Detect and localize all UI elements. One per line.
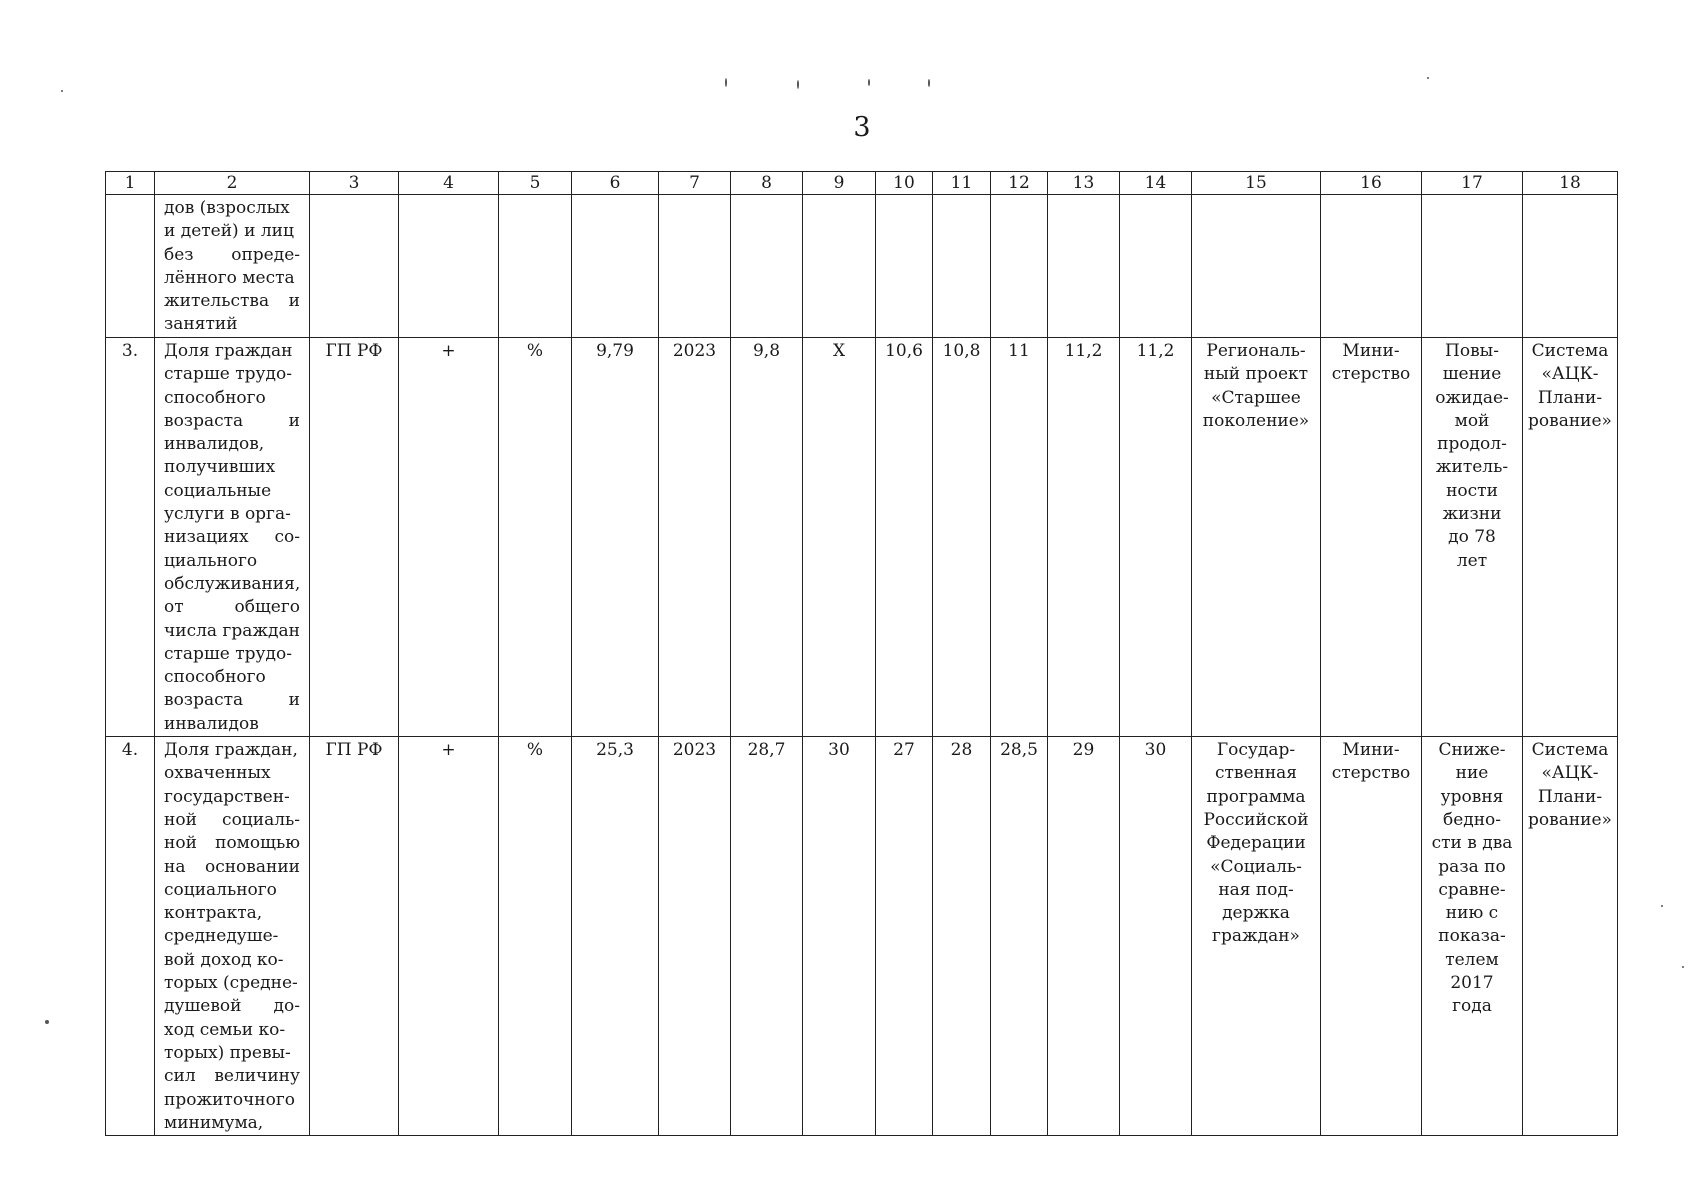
table-cell: 28	[933, 737, 991, 1136]
cell-text-line: контракта,	[164, 903, 263, 924]
table-cell: 2023	[659, 737, 731, 1136]
column-header: 17	[1422, 172, 1523, 195]
table-cell: +	[399, 737, 499, 1136]
cell-text-line: без опреде-	[164, 244, 300, 265]
cell-text-line: «Социаль-	[1210, 856, 1302, 877]
cell-text-line: сил величину	[164, 1066, 300, 1087]
cell-text-line: сравне-	[1438, 879, 1506, 900]
table-row	[106, 737, 1618, 1136]
cell-text-line: ход семьи ко-	[164, 1019, 286, 1040]
table-cell: 2023	[659, 338, 731, 737]
cell-text-line: и детей) и лиц	[164, 221, 294, 242]
table-cell: 28,7	[731, 737, 803, 1136]
scan-speck	[45, 1020, 49, 1024]
column-header: 1	[106, 172, 155, 195]
column-header: 8	[731, 172, 803, 195]
cell-text-line: нию с	[1445, 903, 1499, 924]
cell-text-line: способного	[164, 667, 266, 688]
table-cell	[310, 195, 399, 338]
cell-text-line: 2017	[1450, 973, 1494, 994]
cell-text-line: Мини-	[1342, 740, 1400, 761]
scan-speck	[1427, 77, 1429, 79]
column-header: 2	[155, 172, 310, 195]
cell-text-line: жительства и	[164, 291, 300, 312]
table-cell	[1048, 195, 1120, 338]
cell-text-line: граждан»	[1212, 926, 1300, 947]
table-cell: +	[399, 338, 499, 737]
cell-text-line: числа граждан	[164, 620, 300, 641]
cell-text-line: душевой до-	[164, 996, 300, 1017]
table-cell	[1523, 737, 1618, 1136]
table-cell: 10,6	[876, 338, 933, 737]
table-cell	[1321, 195, 1422, 338]
cell-text-line: жизни	[1442, 504, 1502, 525]
cell-text-line: Федерации	[1206, 833, 1306, 854]
table-cell: 30	[803, 737, 876, 1136]
column-header: 4	[399, 172, 499, 195]
table-cell	[1321, 338, 1422, 737]
table-cell	[1422, 737, 1523, 1136]
table-cell: ГП РФ	[310, 737, 399, 1136]
table-cell	[572, 195, 659, 338]
table-cell: 27	[876, 737, 933, 1136]
cell-text-line: лённого места	[164, 267, 295, 288]
column-header: 6	[572, 172, 659, 195]
table-cell	[1523, 338, 1618, 737]
table-cell: ГП РФ	[310, 338, 399, 737]
column-header: 11	[933, 172, 991, 195]
cell-text-line: уровня	[1440, 786, 1504, 807]
cell-text-line: от общего	[164, 597, 300, 618]
table-cell	[803, 195, 876, 338]
cell-text-line: поколение»	[1202, 410, 1310, 431]
cell-text-line: получивших	[164, 457, 276, 478]
cell-text-line: торых) превы-	[164, 1042, 291, 1063]
scan-speck	[928, 79, 930, 87]
cell-text-line: возраста и	[164, 690, 300, 711]
indicator-name-cell	[155, 338, 310, 737]
cell-text-line: торых (средне-	[164, 973, 298, 994]
cell-text-line: инвалидов,	[164, 434, 265, 455]
column-header: 5	[499, 172, 572, 195]
table-cell	[106, 195, 155, 338]
cell-text-line: Плани-	[1537, 387, 1603, 408]
table-cell: 9,79	[572, 338, 659, 737]
cell-text-line: держка	[1222, 903, 1290, 924]
column-header: 3	[310, 172, 399, 195]
cell-text-line: Система	[1531, 341, 1609, 361]
cell-text-line: возраста и	[164, 410, 300, 431]
cell-text-line: ние	[1455, 763, 1489, 784]
column-header: 9	[803, 172, 876, 195]
column-header: 13	[1048, 172, 1120, 195]
cell-text-line: рование»	[1528, 410, 1612, 431]
cell-text-line: лет	[1456, 550, 1488, 571]
table-cell: 4.	[106, 737, 155, 1136]
cell-text-line: социального	[164, 879, 277, 900]
cell-text-line: инвалидов	[164, 713, 259, 734]
table-cell	[1192, 737, 1321, 1136]
cell-text-line: обслуживания,	[164, 573, 301, 594]
table-cell: 9,8	[731, 338, 803, 737]
cell-text-line: Доля граждан,	[164, 740, 298, 761]
cell-text-line: ной социаль-	[164, 809, 300, 830]
table-cell: Х	[803, 338, 876, 737]
column-header: 12	[991, 172, 1048, 195]
cell-text-line: на основании	[164, 856, 300, 877]
column-header: 7	[659, 172, 731, 195]
cell-text-line: Региональ-	[1206, 341, 1306, 361]
cell-text-line: среднедуше-	[164, 926, 279, 947]
cell-text-line: Доля граждан	[164, 341, 293, 361]
cell-text-line: бедно-	[1442, 809, 1502, 830]
table-cell	[1422, 195, 1523, 338]
table-cell: 30	[1120, 737, 1192, 1136]
column-header: 16	[1321, 172, 1422, 195]
table-cell: %	[499, 737, 572, 1136]
cell-text-line: телем	[1445, 949, 1499, 970]
cell-text-line: стерство	[1331, 364, 1411, 385]
cell-text-line: ной помощью	[164, 833, 300, 854]
table-cell	[933, 195, 991, 338]
table-cell	[1422, 338, 1523, 737]
column-header: 10	[876, 172, 933, 195]
cell-text-line: Повы-	[1445, 341, 1499, 361]
cell-text-line: «Старшее	[1211, 387, 1301, 408]
cell-text-line: стерство	[1331, 763, 1411, 784]
scan-speck	[797, 80, 799, 89]
cell-text-line: Сниже-	[1438, 740, 1506, 761]
cell-text-line: до 78	[1448, 527, 1496, 548]
cell-text-line: программа	[1206, 786, 1306, 807]
cell-text-line: года	[1452, 996, 1492, 1017]
scan-speck	[61, 90, 63, 92]
cell-text-line: «АЦК-	[1541, 364, 1599, 385]
cell-text-line: услуги в орга-	[164, 504, 291, 525]
table-cell: 11	[991, 338, 1048, 737]
table-cell	[991, 195, 1048, 338]
cell-text-line: вой доход ко-	[164, 949, 284, 970]
cell-text-line: государствен-	[164, 786, 290, 807]
table-cell	[399, 195, 499, 338]
cell-text-line: «АЦК-	[1541, 763, 1599, 784]
table-cell: 10,8	[933, 338, 991, 737]
cell-text-line: минимума,	[164, 1112, 264, 1133]
cell-text-line: социальные	[164, 480, 272, 501]
cell-text-line: Плани-	[1537, 786, 1603, 807]
scan-speck	[1661, 905, 1663, 907]
cell-text-line: мой	[1454, 410, 1490, 431]
cell-text-line: низациях со-	[164, 527, 300, 548]
cell-text-line: старше трудо-	[164, 643, 292, 664]
table-cell	[876, 195, 933, 338]
cell-text-line: раза по	[1438, 856, 1506, 877]
table-row	[106, 195, 1618, 338]
column-header: 15	[1192, 172, 1321, 195]
page-number: 3	[853, 112, 871, 143]
cell-text-line: сти в два	[1431, 833, 1513, 854]
table-cell: 28,5	[991, 737, 1048, 1136]
cell-text-line: дов (взрослых	[164, 198, 290, 218]
cell-text-line: охваченных	[164, 763, 271, 784]
cell-text-line: показа-	[1438, 926, 1506, 947]
table-cell	[1192, 338, 1321, 737]
table-row	[106, 338, 1618, 737]
table-cell: 11,2	[1120, 338, 1192, 737]
table-cell	[1523, 195, 1618, 338]
cell-text-line: циального	[164, 550, 258, 571]
table-cell	[1120, 195, 1192, 338]
cell-text-line: шение	[1442, 364, 1502, 385]
cell-text-line: ный проект	[1203, 364, 1309, 385]
table-cell: 11,2	[1048, 338, 1120, 737]
cell-text-line: ожидае-	[1435, 387, 1509, 408]
table-cell	[1192, 195, 1321, 338]
column-number-row	[106, 172, 1618, 195]
column-header: 18	[1523, 172, 1618, 195]
cell-text-line: Система	[1531, 740, 1609, 761]
scan-speck	[1682, 966, 1684, 968]
cell-text-line: рование»	[1528, 809, 1612, 830]
scan-speck	[868, 79, 870, 86]
indicator-name-cell	[155, 195, 310, 338]
cell-text-line: ственная	[1214, 763, 1298, 784]
table-cell: 3.	[106, 338, 155, 737]
cell-text-line: Государ-	[1216, 740, 1296, 761]
column-header: 14	[1120, 172, 1192, 195]
cell-text-line: старше трудо-	[164, 364, 292, 385]
indicators-table	[105, 171, 1618, 1136]
table-cell	[1321, 737, 1422, 1136]
cell-text-line: Мини-	[1342, 341, 1400, 361]
table-cell: %	[499, 338, 572, 737]
cell-text-line: продол-	[1437, 434, 1507, 455]
table-cell: 25,3	[572, 737, 659, 1136]
scan-speck	[725, 78, 727, 87]
table-cell	[731, 195, 803, 338]
cell-text-line: способного	[164, 387, 266, 408]
table-cell	[659, 195, 731, 338]
cell-text-line: прожиточного	[164, 1089, 296, 1110]
table-cell	[499, 195, 572, 338]
cell-text-line: ная под-	[1218, 879, 1294, 900]
table-cell: 29	[1048, 737, 1120, 1136]
indicator-name-cell	[155, 737, 310, 1136]
cell-text-line: занятий	[164, 314, 238, 335]
cell-text-line: ности	[1446, 480, 1498, 501]
cell-text-line: Российской	[1203, 809, 1309, 830]
cell-text-line: житель-	[1435, 457, 1509, 478]
